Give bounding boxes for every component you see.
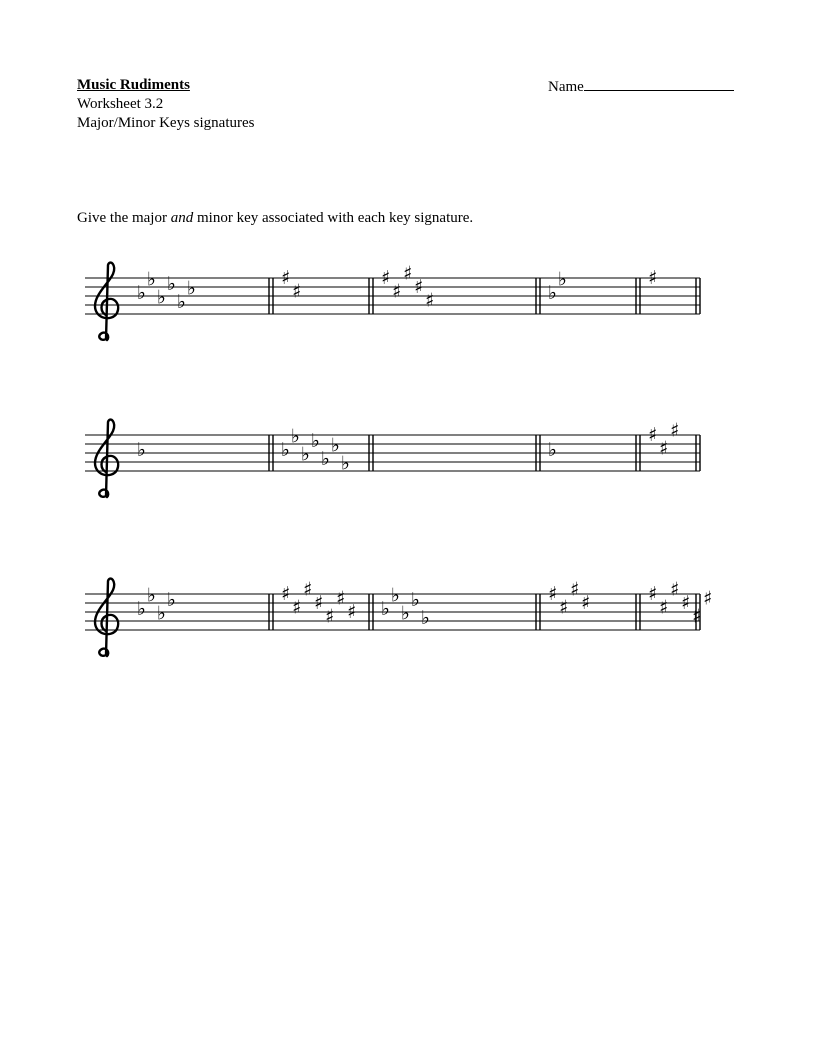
sharp-icon: ♯: [570, 578, 580, 601]
flat-icon: ♭: [137, 282, 146, 304]
worksheet-title: Music Rudiments: [77, 77, 190, 93]
flat-icon: ♭: [137, 598, 146, 620]
flat-icon: ♭: [157, 286, 166, 309]
flat-icon: ♭: [177, 291, 186, 313]
instruction-after: minor key associated with each key signature.: [193, 210, 474, 226]
flat-icon: ♭: [167, 589, 176, 611]
sharp-icon: ♯: [648, 583, 658, 605]
sharp-icon: ♯: [281, 583, 291, 605]
sharp-icon: ♯: [392, 280, 402, 303]
flat-icon: ♭: [147, 584, 156, 607]
sharp-icon: ♯: [381, 267, 391, 289]
sharp-icon: ♯: [281, 267, 291, 289]
sharp-icon: ♯: [648, 267, 658, 289]
worksheet-subtitle: Major/Minor Keys signatures: [77, 115, 255, 131]
sharp-icon: ♯: [292, 596, 302, 619]
treble-clef-icon: [95, 420, 118, 497]
sharp-icon: ♯: [703, 587, 713, 610]
staff-1: [85, 260, 705, 350]
instruction-emphasis: and: [170, 210, 194, 226]
sharp-icon: ♯: [403, 262, 413, 285]
worksheet-header: [77, 76, 254, 133]
flat-icon: ♭: [281, 439, 290, 461]
sharp-icon: ♯: [581, 592, 591, 614]
flat-icon: ♭: [157, 602, 166, 625]
flat-icon: ♭: [137, 439, 146, 461]
flat-icon: ♭: [548, 282, 557, 304]
treble-clef-icon: [95, 263, 118, 340]
sharp-icon: ♯: [548, 583, 558, 605]
name-blank-line[interactable]: [584, 76, 734, 91]
name-label: Name: [548, 79, 584, 95]
sharp-icon: ♯: [659, 596, 669, 619]
sharp-icon: ♯: [347, 601, 357, 623]
flat-icon: ♭: [147, 268, 156, 291]
flat-icon: ♭: [311, 430, 320, 452]
sharp-icon: ♯: [325, 605, 335, 628]
sharp-icon: ♯: [648, 424, 658, 446]
staff-2: [85, 417, 705, 507]
sharp-icon: ♯: [292, 280, 302, 303]
flat-icon: ♭: [548, 439, 557, 461]
sharp-icon: ♯: [559, 596, 569, 619]
sharp-icon: ♯: [670, 578, 680, 601]
sharp-icon: ♯: [425, 289, 435, 312]
flat-icon: ♭: [381, 598, 390, 620]
flat-icon: ♭: [401, 602, 410, 625]
flat-icon: ♭: [321, 448, 330, 470]
flat-icon: ♭: [291, 425, 300, 448]
instruction-before: Give the major: [77, 210, 171, 226]
flat-icon: ♭: [167, 273, 176, 295]
flat-icon: ♭: [391, 584, 400, 607]
flat-icon: ♭: [187, 277, 196, 300]
sharp-icon: ♯: [692, 605, 702, 628]
flat-icon: ♭: [421, 607, 430, 629]
sharp-icon: ♯: [303, 578, 313, 601]
sharp-icon: ♯: [670, 419, 680, 442]
sharp-icon: ♯: [314, 592, 324, 614]
flat-icon: ♭: [331, 434, 340, 457]
name-field[interactable]: [548, 76, 734, 97]
staff-3: [85, 576, 713, 666]
sharp-icon: ♯: [414, 276, 424, 298]
sharp-icon: ♯: [336, 587, 346, 610]
instructions: [77, 209, 473, 228]
worksheet-number: Worksheet 3.2: [77, 96, 164, 112]
flat-icon: ♭: [301, 443, 310, 466]
flat-icon: ♭: [411, 589, 420, 611]
sharp-icon: ♯: [681, 592, 691, 614]
treble-clef-icon: [95, 579, 118, 656]
flat-icon: ♭: [558, 268, 567, 291]
sharp-icon: ♯: [659, 437, 669, 460]
flat-icon: ♭: [341, 452, 350, 475]
